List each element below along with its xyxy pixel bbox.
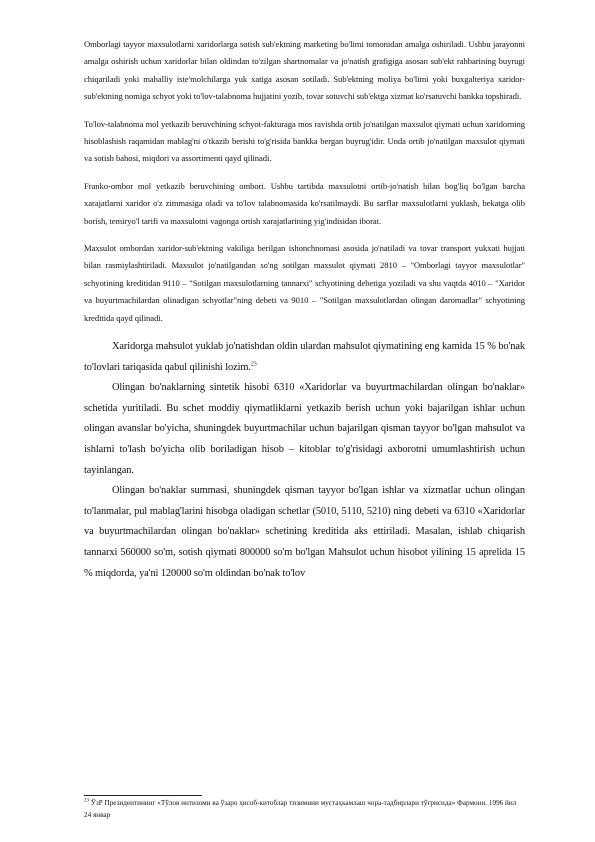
paragraph-advance-payment-text: Xaridorga mahsulot yuklab jo'natishdan oldin ulardan mahsulot qiymatining eng kamida 15 % bo'nak to'lovlari tariqasida qabul qilinishi lozim. xyxy=(84,341,525,373)
paragraph-advance-sum-example: Olingan bo'naklar summasi, shuningdek qisman tayyor bo'lgan ishlar va xizmatlar uchun olingan to'lanmalar, pul mablag'larini hisobga oladigan schetlar (5010, 5110, 5210) ning debeti va 6310 «Xaridorlar va buyurtmachilardan olingan bo'naklar» schetining kreditida aks ettiriladi. Masalan, ishlab chiqarish tannarxi 560000 so'm, sotish qiymati 800000 so'm bo'lgan Mahsulot uchun hisobot yilining 15 aprelida 15 % miqdorda, ya'ni 120000 so'm oldindan bo'nak to'lov xyxy=(84,485,525,579)
footnote-number: 23 xyxy=(84,798,89,804)
footnote-text: ЎзР Президентининг «Тўлов интизоми ва ўзаро ҳисоб-китоблар тизимини мустаҳкамлаш чора-тадбирлари тўғрисида» Фармони. 1996 йил 24 январ xyxy=(84,799,517,819)
paragraph-franco-warehouse: Franko-ombor mol yetkazib beruvchining ombori. Ushbu tartibda maxsulotni ortib-jo'natish bilan bog'liq bo'lgan barcha xarajatlarni xaridor o'z zimmasiga oladi va to'lov talabnomasida ko'rsatilmaydi. Bu sarflar maxsulotlarni yuklash, bekatga olib borish, temiryo'l tarifi va maxsulotni vagonga ortish xarajatlarining yig'indisidan iborat. xyxy=(84,180,525,226)
paragraph-synthetic-account: Olingan bo'naklarning sintetik hisobi 6310 «Xaridorlar va buyurtmachilardan olingan bo'naklar» schetida yuritiladi. Bu schet moddiy qiymatliklarni yetkazib berish uchun yoki bajarilgan ishlar uchun olingan avanslar bo'yicha, shuningdek buyurtmachilar uchun bajarilgan qisman tayyor bo'lgan mahsulot va ishlarni to'lash bo'yicha olib boriladigan hisob – kitoblar to'g'risidagi axborotni umumlashtirish uchun tayinlangan. xyxy=(84,382,525,476)
document-body xyxy=(84,36,525,584)
paragraph-payment-request: To'lov-talabnoma mol yetkazib beruvchining schyot-fakturaga mos ravishda ortib jo'natilgan maxsulot qiymati uchun xaridorning hisoblashish raqamidan mablag'ni o'tkazib berishi to'g'risida bankka bergan buyrug'idir. Unda ortib jo'natilgan maxsulot qiymati va sotish bahosi, miqdori va assortimenti qayd qilinadi. xyxy=(84,118,525,164)
paragraph-sales-process: Omborlagi tayyor maxsulotlarni xaridorlarga sotish sub'ektning marketing bo'limi tomonidan amalga oshiriladi. Ushbu jarayonni amalga oshirish uchun xaridorlar bilan oldindan to'zilgan shartnomalar va jo'natish grafigiga asosan sub'ekt rahbarining buyrugi chiqariladi yoki mahalliy iste'molchilarga yuk xatiga asosan sotiladi. Sub'ektning moliya bo'limi yoki buxgalteriya xaridor-sub'ektning nomiga schyot yoki to'lov-talabnoma hujjatini yozib, tovar sotuvchi sub'ektga xizmat ko'rsatuvchi bankka topshiradi. xyxy=(84,39,525,102)
paragraph-advance-payment xyxy=(84,337,525,378)
footnote-reference: 23 xyxy=(250,361,257,368)
footnote xyxy=(84,798,525,821)
paragraph-shipment-accounting: Maxsulot ombordan xaridor-sub'ektning vakiliga berilgan ishonchnomasi asosida jo'natiladi va tovar transport yukxati hujjati bilan rasmiylashtiriladi. Maxsulot jo'natilgandan so'ng sotilgan maxsulot qiymati 2810 – "Omborlagi tayyor maxsulotlar" schyotining kreditidan 9110 – "Sotilgan maxsulotlarning tannarxi" schyotining debetiga yoziladi va shu vaqtda 4010 – "Xaridor va buyurtmachilardan olinadigan schyotlar"ning debeti va 9010 – "Sotilgan maxsulotlardan olingan daromadlar" schyotining kreditida qayd qilinadi. xyxy=(84,243,525,323)
footnote-divider xyxy=(84,795,202,796)
